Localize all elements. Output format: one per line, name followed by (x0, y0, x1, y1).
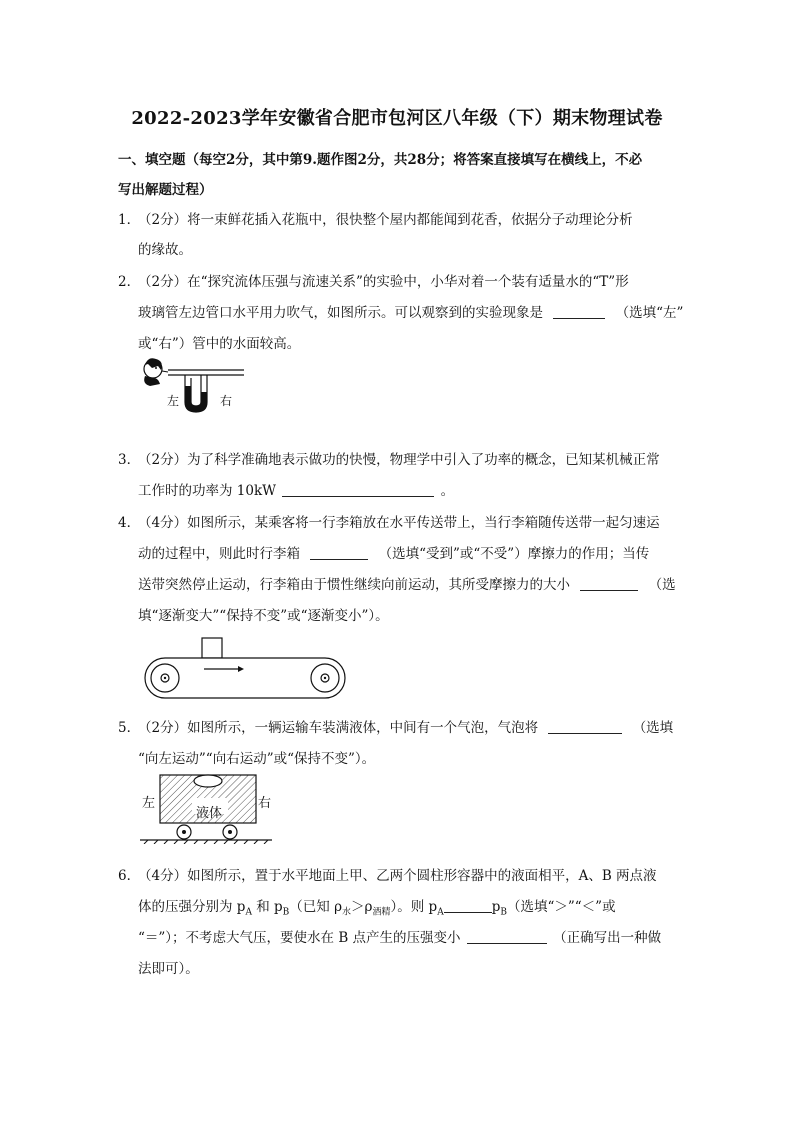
question-text-line (138, 895, 616, 918)
answer-blank[interactable] (467, 929, 547, 944)
question-text-line: 填“逐渐变大”“保持不变”或“逐渐变小”）。 (138, 608, 389, 624)
answer-blank[interactable] (310, 545, 368, 560)
question-text-line (138, 926, 661, 946)
answer-blank[interactable] (444, 898, 492, 913)
question-text-line: （2分）将一束鲜花插入花瓶中，很快整个屋内都能闻到花香，依据分子动理论分析 (138, 212, 633, 228)
t-tube-diagram (140, 356, 250, 414)
answer-blank[interactable] (580, 576, 638, 591)
subscript: A (245, 907, 252, 918)
tanker-truck-figure (140, 770, 280, 844)
subscript: 酒精 (372, 907, 391, 918)
text-segment: ＞ρ (351, 899, 373, 915)
conveyor-belt-figure (140, 636, 352, 702)
text-segment: （选 (648, 577, 676, 593)
question-text-line: 法即可）。 (138, 961, 199, 977)
text-segment: ）。则 p (390, 899, 438, 915)
question-text-line: 的缘故。 (138, 242, 192, 258)
answer-blank[interactable] (553, 304, 605, 319)
text-segment: （已知 ρ (289, 899, 343, 915)
text-segment: （选填“左” (615, 305, 684, 321)
right-label: 右 (220, 394, 233, 408)
question-number: 1． (118, 212, 141, 228)
question-text-line: （2分）在“探究流体压强与流速关系”的实验中，小华对着一个装有适量水的“T”形 (138, 274, 629, 290)
answer-blank[interactable] (548, 719, 622, 734)
text-segment: 送带突然停止运动，行李箱由于惯性继续向前运动，其所受摩擦力的大小 (138, 577, 570, 593)
text-segment: 体的压强分别为 p (138, 899, 246, 915)
section-heading-line2: 写出解题过程） (118, 182, 213, 198)
question-number: 2． (118, 274, 141, 290)
page-title: 2022-2023学年安徽省合肥市包河区八年级（下）期末物理试卷 (131, 108, 663, 129)
t-tube-figure (140, 356, 250, 414)
text-segment: （选填“＞”“＜”或 (506, 899, 616, 915)
section-heading-line1: 一、填空题（每空2分，其中第9.题作图2分，共28分；将答案直接填写在横线上，不必 (118, 152, 643, 168)
text-segment: （选填“受到”或“不受”）摩擦力的作用；当传 (378, 546, 650, 562)
question-number: 4． (118, 515, 141, 531)
question-text-line (138, 573, 676, 593)
text-segment: “＝”）；不考虑大气压，要使水在 B 点产生的压强变小 (138, 930, 461, 946)
left-label: 左 (142, 796, 156, 811)
text-segment: （2分）如图所示，一辆运输车装满液体，中间有一个气泡，气泡将 (138, 720, 539, 736)
question-number: 5． (118, 720, 141, 736)
text-segment: （选填 (632, 720, 674, 736)
question-number: 6． (118, 868, 141, 884)
question-text-line: （4分）如图所示，某乘客将一行李箱放在水平传送带上，当行李箱随传送带一起匀速运 (138, 515, 660, 531)
answer-blank[interactable] (282, 482, 434, 497)
question-text-line (138, 542, 649, 562)
liquid-label: 液体 (196, 806, 223, 821)
left-label: 左 (167, 394, 180, 408)
question-text-line: 或“右”）管中的水面较高。 (138, 336, 301, 352)
text-segment: （正确写出一种做 (553, 930, 662, 946)
text-segment: p (491, 899, 501, 915)
text-segment: 玻璃管左边管口水平用力吹气，如图所示。可以观察到的实验现象是 (138, 305, 543, 321)
subscript: 水 (342, 907, 352, 918)
text-segment: 。 (440, 483, 455, 499)
conveyor-belt-diagram (140, 636, 352, 702)
subscript: B (282, 907, 290, 918)
text-segment: 和 p (251, 899, 283, 915)
question-text-line (138, 716, 673, 736)
question-number: 3． (118, 452, 141, 468)
question-text-line (138, 301, 683, 321)
question-text-line: “向左运动”“向右运动”或“保持不变”）。 (138, 751, 376, 767)
subscript: A (437, 907, 444, 918)
right-label: 右 (258, 796, 272, 811)
question-text-line: （4分）如图所示，置于水平地面上甲、乙两个圆柱形容器中的液面相平，A、B 两点液 (138, 868, 657, 884)
subscript: B (500, 907, 507, 918)
text-segment: 工作时的功率为 10kW (138, 483, 277, 499)
text-segment: 动的过程中，则此时行李箱 (138, 546, 300, 562)
question-text-line: （2分）为了科学准确地表示做功的快慢，物理学中引入了功率的概念，已知某机械正常 (138, 452, 660, 468)
question-text-line (138, 479, 454, 499)
